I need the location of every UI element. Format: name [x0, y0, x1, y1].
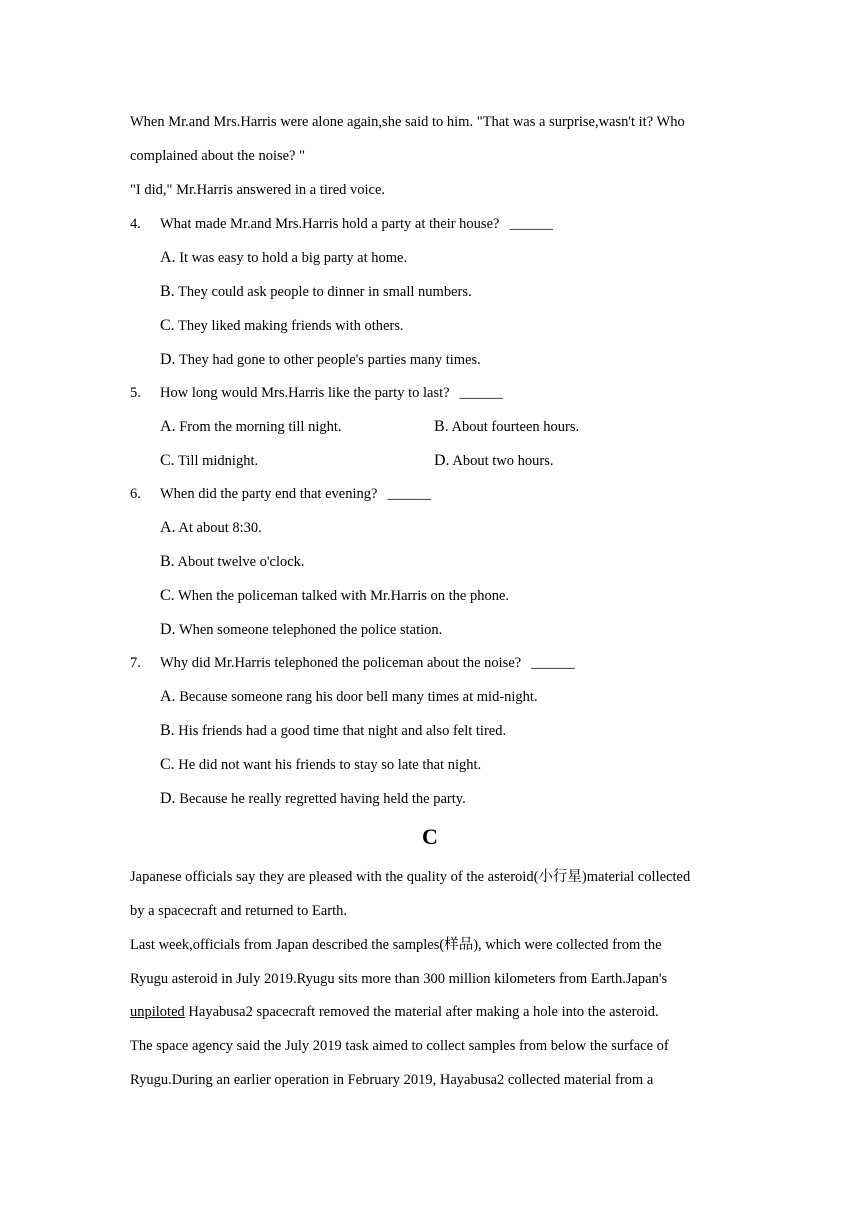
underlined-word: unpiloted	[130, 1004, 185, 1020]
option-b	[434, 418, 579, 436]
passage-line: Ryugu asteroid in July 2019.Ryugu sits more than 300 million kilometers from Earth.Japan's	[130, 971, 668, 987]
question-number: 5.	[130, 385, 141, 401]
question-stem: When did the party end that evening?	[160, 486, 378, 502]
option-text: They could ask people to dinner in small numbers.	[178, 284, 472, 300]
passage-line	[130, 1003, 659, 1021]
option-c	[160, 756, 481, 774]
question-number: 7.	[130, 655, 141, 671]
answer-blank: ______	[459, 385, 504, 401]
option-a	[160, 688, 538, 706]
question-text	[160, 215, 553, 233]
section-title: C	[422, 824, 438, 849]
passage-text: Hayabusa2 spacecraft removed the material after making a hole into the asteroid.	[184, 1004, 659, 1020]
passage-line: "I did," Mr.Harris answered in a tired voice.	[130, 182, 386, 198]
option-a	[160, 519, 262, 537]
option-text: Because someone rang his door bell many times at mid-night.	[179, 689, 538, 705]
option-text: When the policeman talked with Mr.Harris on the phone.	[178, 588, 510, 604]
answer-blank: ______	[509, 216, 553, 232]
option-letter: D.	[160, 790, 176, 807]
option-letter: A.	[160, 519, 176, 536]
option-letter: B.	[160, 553, 175, 570]
option-a	[160, 418, 342, 436]
option-text: From the morning till night.	[179, 419, 342, 435]
option-letter: B.	[160, 283, 175, 300]
question-stem: How long would Mrs.Harris like the party to last?	[160, 385, 450, 401]
option-d	[160, 621, 442, 639]
option-letter: C.	[160, 587, 175, 604]
option-b	[160, 553, 305, 571]
option-letter: D.	[160, 621, 176, 638]
option-d	[160, 790, 466, 808]
option-text: When someone telephoned the police station.	[178, 622, 443, 638]
option-letter: D.	[160, 351, 176, 368]
option-c	[160, 452, 258, 470]
option-letter: C.	[160, 756, 175, 773]
option-text: He did not want his friends to stay so late that night.	[178, 757, 482, 773]
option-text: At about 8:30.	[178, 520, 262, 536]
option-text: About two hours.	[452, 453, 554, 469]
answer-blank: ______	[531, 655, 575, 671]
option-text: It was easy to hold a big party at home.	[179, 250, 408, 266]
option-text: About fourteen hours.	[451, 419, 580, 435]
option-letter: A.	[160, 418, 176, 435]
option-d	[160, 351, 481, 369]
option-text: About twelve o'clock.	[177, 554, 305, 570]
option-b	[160, 283, 472, 301]
option-text: They liked making friends with others.	[178, 318, 404, 334]
option-letter: B.	[434, 418, 449, 435]
option-c	[160, 317, 404, 335]
option-letter: B.	[160, 722, 175, 739]
answer-blank: ______	[387, 486, 431, 502]
passage-line: Japanese officials say they are pleased with the quality of the asteroid(小行星)material collected	[130, 869, 691, 885]
option-letter: C.	[160, 452, 175, 469]
passage-line: by a spacecraft and returned to Earth.	[130, 903, 347, 919]
option-text: Till midnight.	[178, 453, 259, 469]
option-a	[160, 249, 407, 267]
question-number: 4.	[130, 216, 141, 232]
passage-line: Last week,officials from Japan described the samples(样品), which were collected from the	[130, 937, 662, 953]
option-letter: D.	[434, 452, 450, 469]
passage-line: When Mr.and Mrs.Harris were alone again,she said to him. "That was a surprise,wasn't it? Who	[130, 114, 685, 130]
option-text: Because he really regretted having held the party.	[179, 791, 466, 807]
passage-line: Ryugu.During an earlier operation in February 2019, Hayabusa2 collected material from a	[130, 1072, 654, 1088]
question-text	[160, 485, 431, 503]
option-text: They had gone to other people's parties many times.	[178, 352, 481, 368]
option-letter: A.	[160, 688, 176, 705]
option-letter: A.	[160, 249, 176, 266]
option-d	[434, 452, 554, 470]
question-text	[160, 384, 503, 402]
question-text	[160, 654, 575, 672]
passage-line: complained about the noise? "	[130, 148, 306, 164]
question-stem: Why did Mr.Harris telephoned the policeman about the noise?	[160, 655, 522, 671]
option-text: His friends had a good time that night and also felt tired.	[178, 723, 507, 739]
question-stem: What made Mr.and Mrs.Harris hold a party at their house?	[160, 216, 500, 232]
option-letter: C.	[160, 317, 175, 334]
option-b	[160, 722, 506, 740]
passage-line: The space agency said the July 2019 task aimed to collect samples from below the surface of	[130, 1038, 669, 1054]
question-number: 6.	[130, 486, 141, 502]
option-c	[160, 587, 509, 605]
